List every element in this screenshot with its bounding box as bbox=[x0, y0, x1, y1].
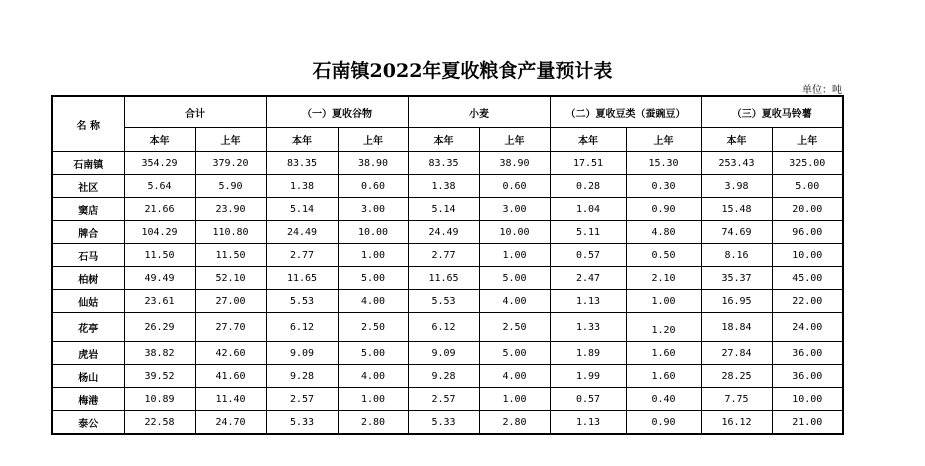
header-row-sub bbox=[52, 128, 843, 152]
table-cell: 8.16 bbox=[701, 244, 772, 267]
table-cell: 36.00 bbox=[772, 342, 843, 365]
table-cell: 5.14 bbox=[408, 198, 479, 221]
row-name: 社区 bbox=[52, 175, 124, 198]
header-this-year: 本年 bbox=[266, 128, 338, 152]
table-cell: 0.90 bbox=[626, 411, 701, 435]
table-cell: 0.57 bbox=[550, 388, 626, 411]
table-row bbox=[52, 342, 843, 365]
table-cell: 74.69 bbox=[701, 221, 772, 244]
table-row bbox=[52, 365, 843, 388]
table-cell: 27.84 bbox=[701, 342, 772, 365]
table-cell: 0.30 bbox=[626, 175, 701, 198]
table-cell: 28.25 bbox=[701, 365, 772, 388]
row-name: 石南镇 bbox=[52, 152, 124, 175]
table-cell: 2.77 bbox=[266, 244, 338, 267]
header-this-year: 本年 bbox=[124, 128, 195, 152]
table-cell: 24.00 bbox=[772, 313, 843, 342]
table-cell: 22.58 bbox=[124, 411, 195, 435]
table-cell: 1.00 bbox=[626, 290, 701, 313]
table-cell: 27.00 bbox=[195, 290, 266, 313]
table-cell: 1.00 bbox=[338, 388, 408, 411]
table-cell: 15.48 bbox=[701, 198, 772, 221]
row-name: 柏树 bbox=[52, 267, 124, 290]
table-cell: 1.13 bbox=[550, 290, 626, 313]
table-cell: 5.00 bbox=[338, 342, 408, 365]
row-name: 泰公 bbox=[52, 411, 124, 435]
unit-label: 单位：吨 bbox=[802, 85, 842, 96]
table-row bbox=[52, 313, 843, 342]
table-cell: 2.77 bbox=[408, 244, 479, 267]
table-cell: 17.51 bbox=[550, 152, 626, 175]
table-cell: 6.12 bbox=[408, 313, 479, 342]
header-group-potato: （三）夏收马铃薯 bbox=[701, 96, 843, 128]
row-name: 仙姑 bbox=[52, 290, 124, 313]
table-cell: 42.60 bbox=[195, 342, 266, 365]
table-cell: 36.00 bbox=[772, 365, 843, 388]
table-cell: 45.00 bbox=[772, 267, 843, 290]
table-cell: 1.38 bbox=[266, 175, 338, 198]
table-cell: 379.20 bbox=[195, 152, 266, 175]
header-group-total: 合计 bbox=[124, 96, 266, 128]
table-cell: 39.52 bbox=[124, 365, 195, 388]
table-cell: 96.00 bbox=[772, 221, 843, 244]
table-cell: 2.50 bbox=[338, 313, 408, 342]
table-cell: 1.60 bbox=[626, 342, 701, 365]
table-cell: 10.89 bbox=[124, 388, 195, 411]
table-cell: 1.00 bbox=[479, 388, 550, 411]
table-row bbox=[52, 388, 843, 411]
table-cell: 3.00 bbox=[338, 198, 408, 221]
table-cell: 2.57 bbox=[408, 388, 479, 411]
table-cell: 2.50 bbox=[479, 313, 550, 342]
table-cell: 52.10 bbox=[195, 267, 266, 290]
header-this-year: 本年 bbox=[550, 128, 626, 152]
yield-table bbox=[51, 95, 844, 435]
header-group-grain: （一）夏收谷物 bbox=[266, 96, 408, 128]
table-row bbox=[52, 152, 843, 175]
table-cell: 5.14 bbox=[266, 198, 338, 221]
table-cell: 21.00 bbox=[772, 411, 843, 435]
table-cell: 5.53 bbox=[266, 290, 338, 313]
header-last-year: 上年 bbox=[772, 128, 843, 152]
table-cell: 9.28 bbox=[408, 365, 479, 388]
row-name: 牌合 bbox=[52, 221, 124, 244]
row-name: 石马 bbox=[52, 244, 124, 267]
table-cell: 5.00 bbox=[479, 267, 550, 290]
header-this-year: 本年 bbox=[408, 128, 479, 152]
table-cell: 5.00 bbox=[479, 342, 550, 365]
table-cell: 4.80 bbox=[626, 221, 701, 244]
table-cell: 2.57 bbox=[266, 388, 338, 411]
table-cell: 41.60 bbox=[195, 365, 266, 388]
header-group-wheat: 小麦 bbox=[408, 96, 550, 128]
table-cell: 0.50 bbox=[626, 244, 701, 267]
table-cell: 10.00 bbox=[772, 388, 843, 411]
table-cell: 11.50 bbox=[124, 244, 195, 267]
table-cell: 24.70 bbox=[195, 411, 266, 435]
table-cell: 4.00 bbox=[338, 290, 408, 313]
table-cell: 0.40 bbox=[626, 388, 701, 411]
row-name: 花亭 bbox=[52, 313, 124, 342]
table-cell: 23.61 bbox=[124, 290, 195, 313]
row-name: 虎岩 bbox=[52, 342, 124, 365]
table-cell: 11.50 bbox=[195, 244, 266, 267]
table-row bbox=[52, 175, 843, 198]
table-cell: 5.64 bbox=[124, 175, 195, 198]
header-last-year: 上年 bbox=[479, 128, 550, 152]
table-cell: 24.49 bbox=[266, 221, 338, 244]
table-cell: 10.00 bbox=[338, 221, 408, 244]
table-cell: 16.12 bbox=[701, 411, 772, 435]
table-cell: 9.09 bbox=[266, 342, 338, 365]
table-cell: 1.04 bbox=[550, 198, 626, 221]
table-cell: 20.00 bbox=[772, 198, 843, 221]
header-name: 名 称 bbox=[52, 96, 124, 152]
table-cell: 1.20 bbox=[626, 313, 701, 342]
table-cell: 24.49 bbox=[408, 221, 479, 244]
table-cell: 38.82 bbox=[124, 342, 195, 365]
table-row bbox=[52, 221, 843, 244]
table-cell: 1.00 bbox=[479, 244, 550, 267]
header-this-year: 本年 bbox=[701, 128, 772, 152]
table-row bbox=[52, 290, 843, 313]
table-cell: 16.95 bbox=[701, 290, 772, 313]
table-cell: 1.00 bbox=[338, 244, 408, 267]
table-cell: 2.80 bbox=[479, 411, 550, 435]
row-name: 窦店 bbox=[52, 198, 124, 221]
table-cell: 83.35 bbox=[266, 152, 338, 175]
table-cell: 5.53 bbox=[408, 290, 479, 313]
header-last-year: 上年 bbox=[338, 128, 408, 152]
table-cell: 23.90 bbox=[195, 198, 266, 221]
table-cell: 0.28 bbox=[550, 175, 626, 198]
table-cell: 0.60 bbox=[338, 175, 408, 198]
table-cell: 5.00 bbox=[338, 267, 408, 290]
table-cell: 35.37 bbox=[701, 267, 772, 290]
table-cell: 2.80 bbox=[338, 411, 408, 435]
row-name: 梅港 bbox=[52, 388, 124, 411]
table-cell: 10.00 bbox=[772, 244, 843, 267]
table-cell: 21.66 bbox=[124, 198, 195, 221]
table-cell: 3.00 bbox=[479, 198, 550, 221]
header-last-year: 上年 bbox=[195, 128, 266, 152]
table-cell: 4.00 bbox=[338, 365, 408, 388]
table-cell: 1.13 bbox=[550, 411, 626, 435]
table-cell: 9.28 bbox=[266, 365, 338, 388]
header-row-groups bbox=[52, 96, 843, 128]
table-row bbox=[52, 244, 843, 267]
table-cell: 1.99 bbox=[550, 365, 626, 388]
table-cell: 49.49 bbox=[124, 267, 195, 290]
table-cell: 1.89 bbox=[550, 342, 626, 365]
table-cell: 4.00 bbox=[479, 365, 550, 388]
table-cell: 354.29 bbox=[124, 152, 195, 175]
table-row bbox=[52, 267, 843, 290]
table-cell: 0.60 bbox=[479, 175, 550, 198]
table-cell: 3.98 bbox=[701, 175, 772, 198]
table-cell: 83.35 bbox=[408, 152, 479, 175]
table-row bbox=[52, 411, 843, 435]
table-cell: 5.00 bbox=[772, 175, 843, 198]
table-cell: 2.47 bbox=[550, 267, 626, 290]
table-cell: 104.29 bbox=[124, 221, 195, 244]
table-cell: 9.09 bbox=[408, 342, 479, 365]
table-cell: 325.00 bbox=[772, 152, 843, 175]
table-row bbox=[52, 198, 843, 221]
table-cell: 1.33 bbox=[550, 313, 626, 342]
table-cell: 22.00 bbox=[772, 290, 843, 313]
table-cell: 0.90 bbox=[626, 198, 701, 221]
table-cell: 18.84 bbox=[701, 313, 772, 342]
table-cell: 1.38 bbox=[408, 175, 479, 198]
table-cell: 5.33 bbox=[266, 411, 338, 435]
table-cell: 26.29 bbox=[124, 313, 195, 342]
table-cell: 7.75 bbox=[701, 388, 772, 411]
table-cell: 11.40 bbox=[195, 388, 266, 411]
table-cell: 6.12 bbox=[266, 313, 338, 342]
table-cell: 5.33 bbox=[408, 411, 479, 435]
table-cell: 27.70 bbox=[195, 313, 266, 342]
table-cell: 253.43 bbox=[701, 152, 772, 175]
table-cell: 15.30 bbox=[626, 152, 701, 175]
table-cell: 38.90 bbox=[479, 152, 550, 175]
row-name: 杨山 bbox=[52, 365, 124, 388]
table-cell: 4.00 bbox=[479, 290, 550, 313]
table-cell: 10.00 bbox=[479, 221, 550, 244]
header-last-year: 上年 bbox=[626, 128, 701, 152]
header-group-beans: （二）夏收豆类（蚕豌豆） bbox=[550, 96, 701, 128]
page-title: 石南镇2022年夏收粮食产量预计表 bbox=[312, 60, 613, 82]
table-cell: 5.90 bbox=[195, 175, 266, 198]
table-cell: 11.65 bbox=[408, 267, 479, 290]
table-cell: 38.90 bbox=[338, 152, 408, 175]
table-cell: 0.57 bbox=[550, 244, 626, 267]
table-cell: 2.10 bbox=[626, 267, 701, 290]
table-cell: 5.11 bbox=[550, 221, 626, 244]
table-cell: 110.80 bbox=[195, 221, 266, 244]
table-cell: 11.65 bbox=[266, 267, 338, 290]
table-cell: 1.60 bbox=[626, 365, 701, 388]
